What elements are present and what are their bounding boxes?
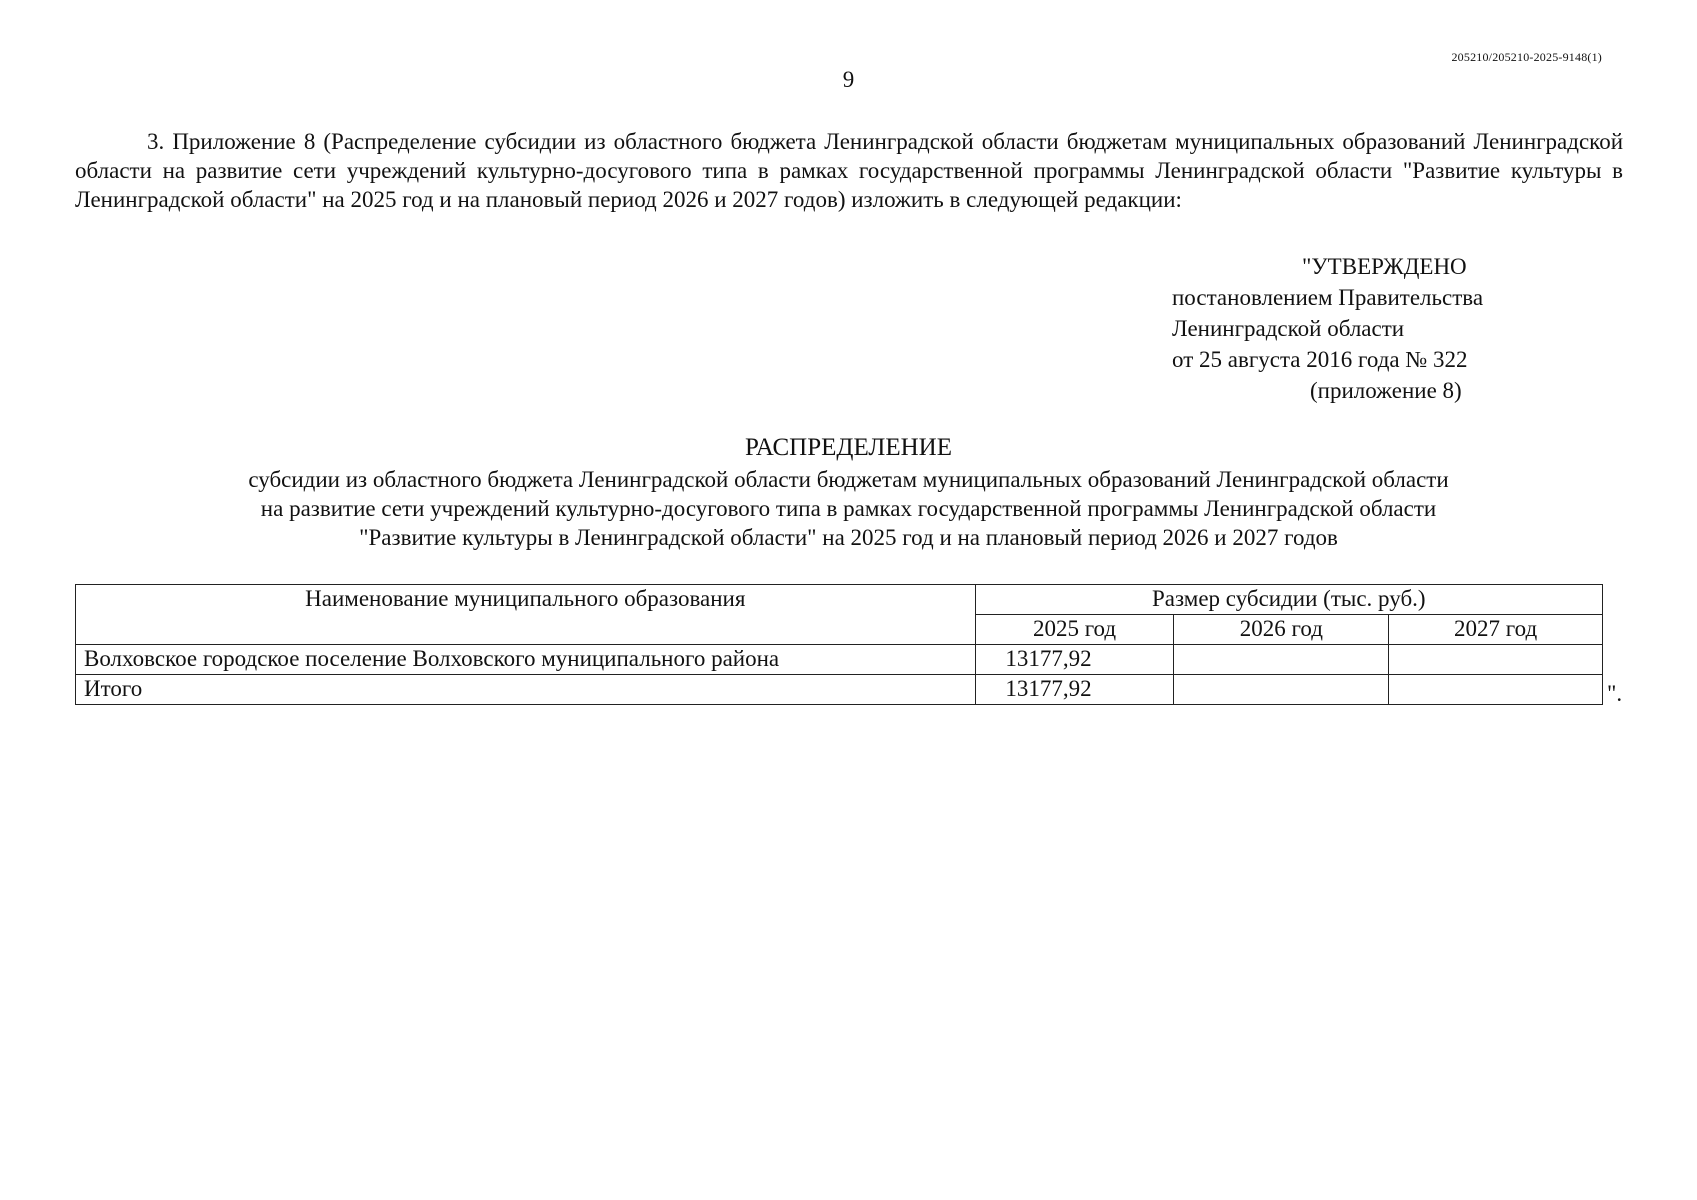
table-total-row: [76, 675, 1603, 705]
approval-line: Ленинградской области: [1172, 316, 1405, 341]
page-number: 9: [842, 67, 855, 92]
total-label-cell: Итого: [76, 675, 976, 705]
distribution-subtitle-line: субсидии из областного бюджета Ленинградской области бюджетам муниципальных образований Ленинградской области: [248, 467, 1449, 492]
distribution-subtitle: [0, 465, 1697, 552]
subsidy-table: [75, 584, 1603, 705]
total-2027-cell: [1389, 675, 1603, 705]
amount-2027-cell: [1389, 645, 1603, 675]
header-year-2027: 2027 год: [1389, 615, 1603, 645]
amount-2026-cell: [1174, 645, 1389, 675]
document-id: 205210/205210-2025-9148(1): [1451, 50, 1602, 64]
header-year-2025: 2025 год: [975, 615, 1174, 645]
distribution-subtitle-line: "Развитие культуры в Ленинградской области" на 2025 год и на плановый период 2026 и 2027 годов: [359, 525, 1338, 550]
closing-quote-mark: ".: [1607, 681, 1623, 706]
intro-paragraph: 3. Приложение 8 (Распределение субсидии из областного бюджета Ленинградской области бюджетам муниципальных образований Ленинградской области на развитие сети учреждений культурно-досугового типа в рамках государственной программы Ленинградской области "Развитие культуры в Ленинградской области" на 2025 год и на плановый период 2026 и 2027 годов) изложить в следующей редакции:: [75, 129, 1623, 212]
approval-block: [1172, 251, 1592, 406]
total-2026-cell: [1174, 675, 1389, 705]
approval-line: постановлением Правительства: [1172, 285, 1484, 310]
distribution-title: РАСПРЕДЕЛЕНИЕ: [744, 434, 953, 461]
table-row: [76, 645, 1603, 675]
municipality-name-cell: Волховское городское поселение Волховского муниципального района: [76, 645, 976, 675]
approval-heading: "УТВЕРЖДЕНО: [1302, 254, 1467, 279]
approval-line: от 25 августа 2016 года № 322: [1172, 347, 1468, 372]
header-year-2026: 2026 год: [1174, 615, 1389, 645]
approval-appendix: (приложение 8): [1310, 378, 1462, 403]
header-municipality-name: Наименование муниципального образования: [76, 585, 976, 645]
amount-2025-cell: 13177,92: [975, 645, 1174, 675]
header-subsidy-amount: Размер субсидии (тыс. руб.): [975, 585, 1602, 615]
distribution-subtitle-line: на развитие сети учреждений культурно-досугового типа в рамках государственной программы Ленинградской области: [260, 496, 1437, 521]
total-2025-cell: 13177,92: [975, 675, 1174, 705]
table-header-row: [76, 585, 1603, 615]
